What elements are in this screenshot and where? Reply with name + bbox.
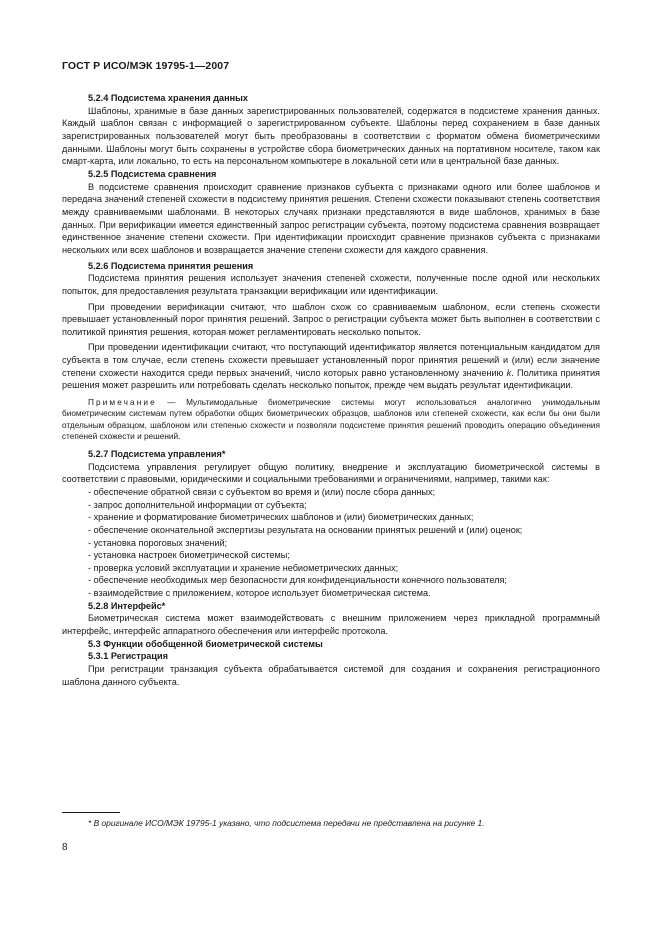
paragraph: В подсистеме сравнения происходит сравнение признаков субъекта с признаками одного или более шаблонов и передача значений степеней схожести в подсистему принятия решения. Степени схожести показывают степень соответствия между сравниваемыми шаблонами. В некоторых случаях признаки представляются в виде шаблонов, хранимых в базе данных. При верификации имеется единственный запрос регистрации субъекта, поэтому подсистема сравнения возвращает единственное значение степени схожести. При идентификации происходит сравнение признаков субъекта с признаками нескольких или всех шаблонов и возвращается значение степени схожести для каждого сравнения.	[62, 181, 600, 255]
list-item: - обеспечение необходимых мер безопасности для конфиденциальности конечного пользователя;	[88, 575, 507, 586]
list-item: - обеспечение обратной связи с субъектом во время и (или) после сбора данных;	[88, 486, 436, 497]
list-item: - проверка условий эксплуатации и хранение небиометрических данных;	[88, 562, 399, 573]
list-item: - хранение и форматирование биометрических шаблонов и (или) биометрических данных;	[88, 512, 474, 523]
requirements-list	[62, 486, 600, 600]
paragraph: При регистрации транзакция субъекта обрабатывается системой для создания и сохранения регистрационного шаблона данного субъекта.	[62, 664, 600, 687]
section-heading-5-2-4: 5.2.4 Подсистема хранения данных	[88, 93, 248, 103]
section-heading-5-2-6: 5.2.6 Подсистема принятия решения	[88, 260, 254, 271]
paragraph: Биометрическая система может взаимодействовать с внешним приложением через прикладной программный интерфейс, интерфейс аппаратного обеспечения или интерфейс протокола.	[62, 613, 600, 637]
paragraph: Подсистема управления регулирует общую политику, внедрение и эксплуатацию биометрической системы в соответствии с правовыми, юридическими и социальными требованиями и ограничениями, например, такими как:	[62, 461, 600, 485]
body-text	[62, 92, 600, 688]
footnote-separator	[62, 812, 120, 813]
section-heading-5-2-5: 5.2.5 Подсистема сравнения	[88, 168, 217, 179]
paragraph-text: При проведении идентификации считают, что поступающий идентификатор является потенциальным кандидатом для субъекта в том случае, если степень схожести превышает установленный порог принятия решений и (или) если значение степени схожести находится среди первых значений, число которых равно установленному значению	[62, 342, 600, 378]
section-heading-5-3-1: 5.3.1 Регистрация	[88, 651, 168, 662]
note-text: — Мультимодальные биометрические системы могут использоваться аналогично унимодальным биометрическим системам путем обработки общих биометрических образцов, шаблонов или степеней схожести, как если бы они были отдельным образцом, шаблоном или степенью схожести и позволяли подсистеме принятия решений проводить операцию объединения степеней схожести и решений.	[62, 398, 600, 441]
variable-k: k	[506, 367, 512, 378]
section-heading-5-2-7: 5.2.7 Подсистема управления*	[88, 448, 226, 459]
list-item: - взаимодействие с приложением, которое использует биометрическая система.	[88, 588, 431, 599]
list-item: - установка пороговых значений;	[88, 537, 228, 548]
paragraph: Подсистема принятия решения использует значения степеней схожести, полученные после одной или нескольких попыток, для предоставления результата транзакции верификации или идентификации.	[62, 273, 600, 296]
list-item: - запрос дополнительной информации от субъекта;	[88, 499, 307, 510]
document-header: ГОСТ Р ИСО/МЭК 19795-1—2007	[62, 60, 230, 72]
paragraph-text: . Политика принятия решения может разрешить или потребовать сделать несколько попыток, прежде чем выдать результат идентификации.	[62, 367, 600, 391]
section-heading-5-2-8: 5.2.8 Интерфейс*	[88, 600, 166, 611]
footnote: * В оригинале ИСО/МЭК 19795-1 указано, что подсистема передачи не представлена на рисунке 1.	[88, 818, 485, 828]
note	[62, 397, 600, 442]
paragraph: Шаблоны, хранимые в базе данных зарегистрированных пользователей, содержатся в подсистеме хранения данных. Каждый шаблон связан с информацией о зарегистрированном субъекте. Шаблоны перед сохранением в базе данных зарегистрированных пользователей могут быть преобразованы в соответствии с форматом обмена биометрическими данными. Шаблоны могут быть сохранены в устройстве сбора биометрических данных на портативном носителе, таком как смарт-карта, или локально, то есть на персональном компьютере в локальной сети или в центральной базе данных.	[62, 105, 600, 167]
page-number: 8	[62, 842, 68, 853]
list-item: - установка настроек биометрической системы;	[88, 550, 290, 561]
paragraph	[62, 341, 600, 392]
paragraph: При проведении верификации считают, что шаблон схож со сравниваемым шаблоном, если степень схожести превышает установленный порог принятия решений. Запрос о регистрации субъекта может быть выполнен в соответствии с политикой принятия решения, которая может регламентировать несколько попыток.	[62, 301, 600, 337]
note-label: Примечание	[88, 398, 157, 408]
list-item: - обеспечение окончательной экспертизы результата на основании принятых решений и (или) оценок;	[88, 524, 523, 535]
section-heading-5-3: 5.3 Функции обобщенной биометрической системы	[88, 638, 323, 649]
